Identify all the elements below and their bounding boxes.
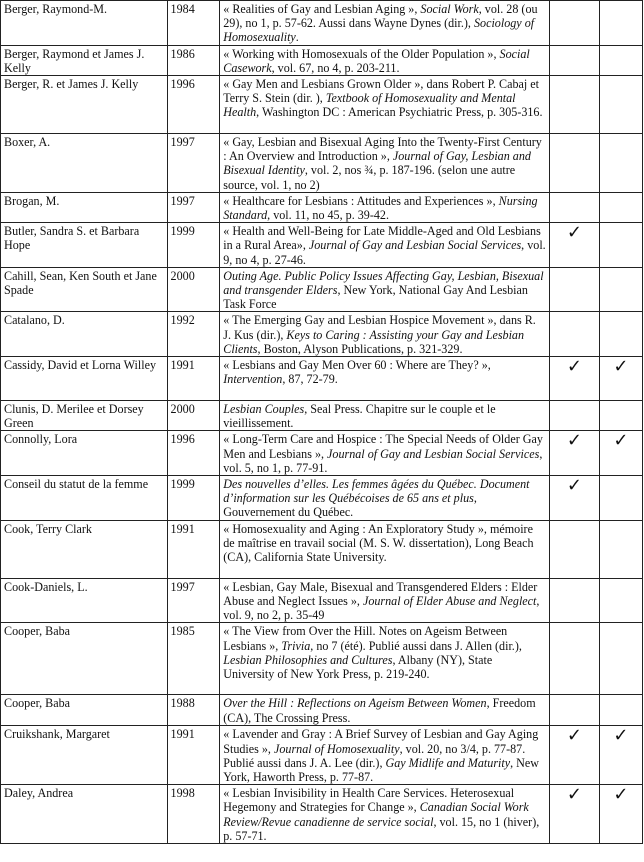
- reference-cell: [220, 134, 550, 193]
- year-cell: 1991: [167, 357, 220, 401]
- reference-segment: , vol. 5, no 1, p. 77-91.: [223, 446, 543, 475]
- check-mark-1: ✓: [550, 431, 600, 476]
- check-mark-1: ✓: [550, 476, 600, 521]
- check-mark-2: [599, 623, 642, 695]
- reference-segment: , Washington DC : American Psychiatric Press, p. 305-316.: [256, 105, 543, 120]
- check-mark-2: [599, 223, 642, 268]
- check-mark-2: [599, 476, 642, 521]
- reference-cell: [220, 695, 550, 726]
- reference-segment: Social Work: [420, 2, 479, 16]
- author-cell: Cahill, Sean, Ken South et Jane Spade: [1, 267, 168, 312]
- reference-cell: [220, 578, 550, 623]
- check-mark-1: ✓: [550, 357, 600, 401]
- check-mark-1: [550, 76, 600, 134]
- author-cell: Berger, Raymond-M.: [1, 1, 168, 46]
- reference-cell: [220, 476, 550, 521]
- reference-segment: , Gouvernement du Québec.: [223, 491, 477, 520]
- table-row: [1, 726, 643, 785]
- check-mark-1: [550, 45, 600, 75]
- reference-cell: [220, 192, 550, 222]
- reference-segment: , Seal Press. Chapitre sur le couple et le vieillissement.: [223, 402, 496, 431]
- check-mark-2: [599, 312, 642, 357]
- author-cell: Cooper, Baba: [1, 623, 168, 695]
- reference-segment: Journal of Homosexuality: [273, 741, 400, 756]
- author-cell: Berger, R. et James J. Kelly: [1, 76, 168, 134]
- check-mark-2: [599, 192, 642, 222]
- check-mark-1: [550, 520, 600, 578]
- author-cell: Connolly, Lora: [1, 431, 168, 476]
- year-cell: 1991: [167, 520, 220, 578]
- author-cell: Cooper, Baba: [1, 695, 168, 726]
- reference-segment: , no 7 (été). Publié aussi dans J. Allen (dir.),: [310, 638, 522, 653]
- table-row: [1, 134, 643, 193]
- year-cell: 1997: [167, 134, 220, 193]
- reference-segment: « Lesbian, Gay Male, Bisexual and Transgendered Elders : Elder Abuse and Neglect Issues »,: [223, 579, 538, 608]
- table-row: [1, 476, 643, 521]
- reference-segment: , 87, 72-79.: [282, 372, 338, 387]
- check-mark-1: [550, 192, 600, 222]
- table-row: [1, 312, 643, 357]
- year-cell: 2000: [167, 267, 220, 312]
- reference-segment: , New York, National Gay And Lesbian Task Force: [223, 283, 528, 312]
- check-mark-2: [599, 1, 642, 46]
- year-cell: 1996: [167, 76, 220, 134]
- year-cell: 1988: [167, 695, 220, 726]
- reference-cell: [220, 312, 550, 357]
- reference-segment: « Working with Homosexuals of the Older Population »,: [223, 46, 500, 61]
- reference-segment: Des nouvelles d’elles. Les femmes âgées du Québec. Document d’information sur les Québécoises de 65 ans et plus: [223, 477, 530, 506]
- reference-segment: , vol. 9, no 4, p. 27-46.: [223, 238, 546, 267]
- check-mark-1: [550, 134, 600, 193]
- check-mark-1: ✓: [550, 223, 600, 268]
- author-cell: Cook-Daniels, L.: [1, 578, 168, 623]
- reference-cell: [220, 520, 550, 578]
- check-mark-2: [599, 578, 642, 623]
- reference-cell: [220, 431, 550, 476]
- check-mark-2: [599, 401, 642, 431]
- author-cell: Berger, Raymond et James J. Kelly: [1, 45, 168, 75]
- year-cell: 1997: [167, 578, 220, 623]
- year-cell: 1997: [167, 192, 220, 222]
- table-row: [1, 45, 643, 75]
- reference-segment: , vol. 2, nos ¾, p. 187-196. (selon une autre source, vol. 1, no 2): [223, 163, 516, 192]
- author-cell: Clunis, D. Merilee et Dorsey Green: [1, 401, 168, 431]
- reference-segment: « Realities of Gay and Lesbian Aging »,: [223, 2, 421, 16]
- reference-segment: Sociology of Homosexuality: [223, 16, 535, 45]
- check-mark-2: [599, 76, 642, 134]
- year-cell: 1992: [167, 312, 220, 357]
- reference-segment: Journal of Elder Abuse and Neglect: [362, 593, 537, 608]
- check-mark-2: [599, 45, 642, 75]
- reference-segment: Over the Hill : Reflections on Ageism Between Women: [223, 696, 487, 711]
- reference-segment: , Albany (NY), State University of New York Press, p. 219-240.: [223, 652, 493, 681]
- reference-segment: Lesbian Philosophies and Cultures: [223, 652, 393, 667]
- check-mark-1: [550, 578, 600, 623]
- table-row: [1, 695, 643, 726]
- reference-segment: Nursing Standard: [223, 193, 538, 223]
- reference-cell: [220, 45, 550, 75]
- table-row: [1, 785, 643, 844]
- year-cell: 1991: [167, 726, 220, 785]
- reference-segment: « Gay, Lesbian and Bisexual Aging Into the Twenty-First Century : An Overview and Introduction »,: [223, 135, 542, 164]
- reference-segment: Trivia: [281, 638, 311, 653]
- reference-segment: Outing Age. Public Policy Issues Affecting Gay, Lesbian, Bisexual and transgender Elders: [223, 268, 544, 298]
- author-cell: Conseil du statut de la femme: [1, 476, 168, 521]
- reference-segment: Gay Midlife and Maturity: [385, 755, 511, 770]
- reference-segment: « The Emerging Gay and Lesbian Hospice Movement », dans R. J. Kus (dir.),: [223, 313, 536, 342]
- reference-segment: , vol. 11, no 45, p. 39-42.: [267, 208, 389, 223]
- reference-cell: [220, 623, 550, 695]
- table-row: [1, 401, 643, 431]
- reference-segment: Journal of Gay and Lesbian Social Services: [327, 446, 540, 461]
- check-mark-1: [550, 267, 600, 312]
- table-row: [1, 223, 643, 268]
- table-row: [1, 431, 643, 476]
- check-mark-2: ✓: [599, 357, 642, 401]
- reference-segment: , vol. 15, no 1 (hiver), p. 57-71.: [223, 814, 540, 843]
- reference-cell: [220, 267, 550, 312]
- reference-segment: , vol. 9, no 2, p. 35-49: [223, 593, 540, 623]
- reference-segment: Journal of Gay, Lesbian and Bisexual Identity: [223, 149, 531, 178]
- reference-segment: « Healthcare for Lesbians : Attitudes and Experiences »,: [223, 193, 499, 208]
- table-row: [1, 1, 643, 46]
- author-cell: Cook, Terry Clark: [1, 520, 168, 578]
- table-row: [1, 623, 643, 695]
- reference-segment: Social Casework: [223, 46, 530, 75]
- reference-segment: « Lesbian Invisibility in Health Care Services. Heterosexual Hegemony and Strategies for Change »,: [223, 786, 515, 815]
- reference-segment: , Freedom (CA), The Crossing Press.: [223, 696, 536, 725]
- check-mark-2: [599, 267, 642, 312]
- author-cell: Butler, Sandra S. et Barbara Hope: [1, 223, 168, 268]
- reference-segment: , vol. 20, no 3/4, p. 77-87. Publié aussi dans J. A. Lee (dir.),: [223, 741, 526, 770]
- table-row: [1, 267, 643, 312]
- reference-cell: [220, 401, 550, 431]
- reference-cell: [220, 223, 550, 268]
- check-mark-2: ✓: [599, 726, 642, 785]
- reference-segment: .: [295, 30, 299, 45]
- author-cell: Boxer, A.: [1, 134, 168, 193]
- reference-segment: « The View from Over the Hill. Notes on Ageism Between Lesbians »,: [223, 624, 508, 653]
- table-row: [1, 357, 643, 401]
- reference-segment: « Lavender and Gray : A Brief Survey of Lesbian and Gay Aging Studies »,: [223, 727, 539, 756]
- check-mark-1: [550, 401, 600, 431]
- table-row: [1, 578, 643, 623]
- author-cell: Cruikshank, Margaret: [1, 726, 168, 785]
- author-cell: Catalano, D.: [1, 312, 168, 357]
- reference-cell: [220, 357, 550, 401]
- bibliography-body: [1, 1, 643, 844]
- reference-segment: « Gay Men and Lesbians Grown Older », dans Robert P. Cabaj et Terry S. Stein (dir. ),: [223, 77, 539, 106]
- reference-cell: [220, 76, 550, 134]
- year-cell: 1984: [167, 1, 220, 46]
- author-cell: Cassidy, David et Lorna Willey: [1, 357, 168, 401]
- author-cell: Brogan, M.: [1, 192, 168, 222]
- check-mark-2: ✓: [599, 431, 642, 476]
- year-cell: 1985: [167, 623, 220, 695]
- check-mark-2: [599, 520, 642, 578]
- check-mark-1: ✓: [550, 726, 600, 785]
- table-row: [1, 192, 643, 222]
- reference-segment: , Boston, Alyson Publications, p. 321-329.: [257, 341, 463, 356]
- reference-segment: « Lesbians and Gay Men Over 60 : Where are They? »,: [223, 358, 491, 373]
- reference-segment: Lesbian Couples: [223, 402, 305, 417]
- reference-segment: Canadian Social Work Review/Revue canadienne de service social: [223, 800, 529, 829]
- check-mark-2: [599, 695, 642, 726]
- year-cell: 2000: [167, 401, 220, 431]
- reference-segment: , vol. 67, no 4, p. 203-211.: [271, 60, 400, 75]
- reference-cell: [220, 1, 550, 46]
- year-cell: 1999: [167, 476, 220, 521]
- year-cell: 1996: [167, 431, 220, 476]
- reference-segment: « Health and Well-Being for Late Middle-Aged and Old Lesbians in a Rural Area»,: [223, 224, 541, 253]
- reference-segment: Textbook of Homosexuality and Mental Health: [223, 91, 516, 120]
- reference-segment: Keys to Caring : Assisting your Gay and Lesbian Clients: [223, 327, 525, 356]
- author-cell: Daley, Andrea: [1, 785, 168, 844]
- table-row: [1, 520, 643, 578]
- reference-segment: « Long-Term Care and Hospice : The Special Needs of Older Gay Men and Lesbians »,: [223, 432, 543, 461]
- check-mark-1: ✓: [550, 785, 600, 844]
- reference-segment: , New York, Haworth Press, p. 77-87.: [223, 755, 540, 784]
- table-row: [1, 76, 643, 134]
- reference-cell: [220, 726, 550, 785]
- check-mark-1: [550, 1, 600, 46]
- check-mark-2: [599, 134, 642, 193]
- year-cell: 1998: [167, 785, 220, 844]
- reference-segment: « Homosexuality and Aging : An Exploratory Study », mémoire de maîtrise en travail social (M. S. W. dissertation), Long Beach (CA), California State University.: [223, 521, 534, 565]
- check-mark-2: ✓: [599, 785, 642, 844]
- check-mark-1: [550, 312, 600, 357]
- check-mark-1: [550, 695, 600, 726]
- year-cell: 1986: [167, 45, 220, 75]
- reference-segment: Journal of Gay and Lesbian Social Services: [308, 238, 522, 253]
- year-cell: 1999: [167, 223, 220, 268]
- reference-cell: [220, 785, 550, 844]
- reference-segment: , vol. 28 (ou 29), no 1, p. 57-62. Aussi dans Wayne Dynes (dir.),: [223, 2, 538, 31]
- check-mark-1: [550, 623, 600, 695]
- reference-segment: Intervention: [223, 372, 283, 387]
